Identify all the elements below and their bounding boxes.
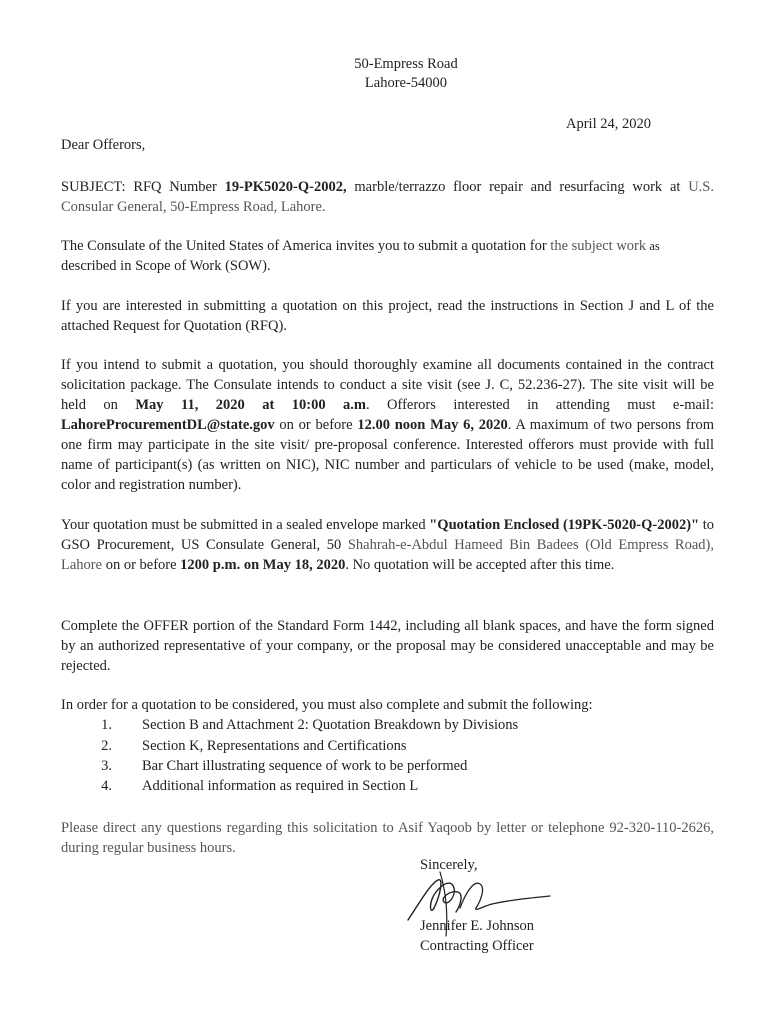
closing-sincerely: Sincerely,: [420, 857, 478, 873]
salutation: Dear Offerors,: [61, 137, 146, 153]
site-visit-paragraph: [61, 355, 714, 495]
requirement-number: 2.: [101, 738, 112, 754]
signer-title: Contracting Officer: [420, 938, 534, 954]
invite-paragraph: [61, 236, 714, 276]
submission-address: Shahrah-e-Abdul Hameed Bin Badees (Old Empress Road), Lahore: [61, 537, 714, 573]
registration-deadline: 12.00 noon May 6, 2020: [357, 417, 508, 433]
requirement-number: 4.: [101, 778, 112, 794]
signer-name: Jennifer E. Johnson: [420, 918, 534, 934]
site-visit-text-3: on or before: [274, 417, 358, 433]
subject-text: marble/terrazzo floor repair and resurfacing work at: [346, 179, 689, 195]
submission-text-2: to GSO Procurement, US Consulate General, 50: [61, 517, 714, 553]
address-line-2: Lahore-54000: [364, 75, 448, 91]
procurement-email: LahoreProcurementDL@state.gov: [61, 417, 275, 433]
invite-text-3: as: [646, 239, 660, 253]
address-line-1: 50-Empress Road: [354, 56, 458, 72]
requirement-text: Section B and Attachment 2: Quotation Breakdown by Divisions: [142, 717, 519, 733]
submission-text-4: . No quotation will be accepted after this time.: [345, 557, 615, 573]
invite-text-2: the subject work: [550, 238, 647, 254]
subject-prefix: SUBJECT: RFQ Number: [61, 179, 225, 195]
interest-paragraph: If you are interested in submitting a quotation on this project, read the instructions in Section J and L of the attached Request for Quotation (RFQ).: [61, 298, 714, 334]
subject-location: U.S. Consular General, 50-Empress Road, Lahore.: [61, 179, 714, 215]
offer-paragraph: Complete the OFFER portion of the Standard Form 1442, including all blank spaces, and have the form signed by an authorized representative of your company, or the proposal may be considered unacceptable and may be rejected.: [61, 618, 714, 674]
rfq-number: 19-PK5020-Q-2002,: [224, 179, 347, 195]
submission-paragraph: [61, 515, 714, 575]
site-visit-date: May 11, 2020 at 10:00 a.m: [135, 397, 366, 413]
contact-paragraph: Please direct any questions regarding this solicitation to Asif Yaqoob by letter or telephone 92-320-110-2626, during regular business hours.: [61, 820, 714, 856]
submission-text-1: Your quotation must be submitted in a sealed envelope marked: [61, 517, 430, 533]
requirement-text: Additional information as required in Section L: [142, 778, 419, 794]
site-visit-text-2: . Offerors interested in attending must e-mail:: [365, 397, 714, 413]
subject-paragraph: [61, 177, 714, 217]
invite-text-4: described in Scope of Work (SOW).: [61, 258, 271, 274]
site-visit-text-1: If you intend to submit a quotation, you should thoroughly examine all documents contained in the contract solicitation package. The Consulate intends to conduct a site visit (see J. C, 52.236-27). The site visit will be held on: [61, 357, 714, 413]
order-paragraph: In order for a quotation to be considered, you must also complete and submit the following:: [61, 697, 593, 713]
requirement-number: 3.: [101, 758, 112, 774]
letter-date: April 24, 2020: [566, 116, 651, 132]
submission-due: 1200 p.m. on May 18, 2020: [180, 557, 346, 573]
requirement-text: Bar Chart illustrating sequence of work to be performed: [142, 758, 468, 774]
invite-text-1: The Consulate of the United States of America invites you to submit a quotation for: [61, 238, 551, 254]
requirement-number: 1.: [101, 717, 112, 733]
site-visit-text-4: . A maximum of two persons from one firm may participate in the site visit/ pre-proposal conference. Interested offerors must provide with full name of participant(s) (as written on NIC), NIC number and particulars of vehicle to be used (make, model, color and registration number).: [61, 417, 714, 493]
submission-text-3: on or before: [102, 557, 181, 573]
envelope-marking: "Quotation Enclosed (19PK-5020-Q-2002)": [429, 517, 700, 533]
requirement-text: Section K, Representations and Certifications: [142, 738, 407, 754]
